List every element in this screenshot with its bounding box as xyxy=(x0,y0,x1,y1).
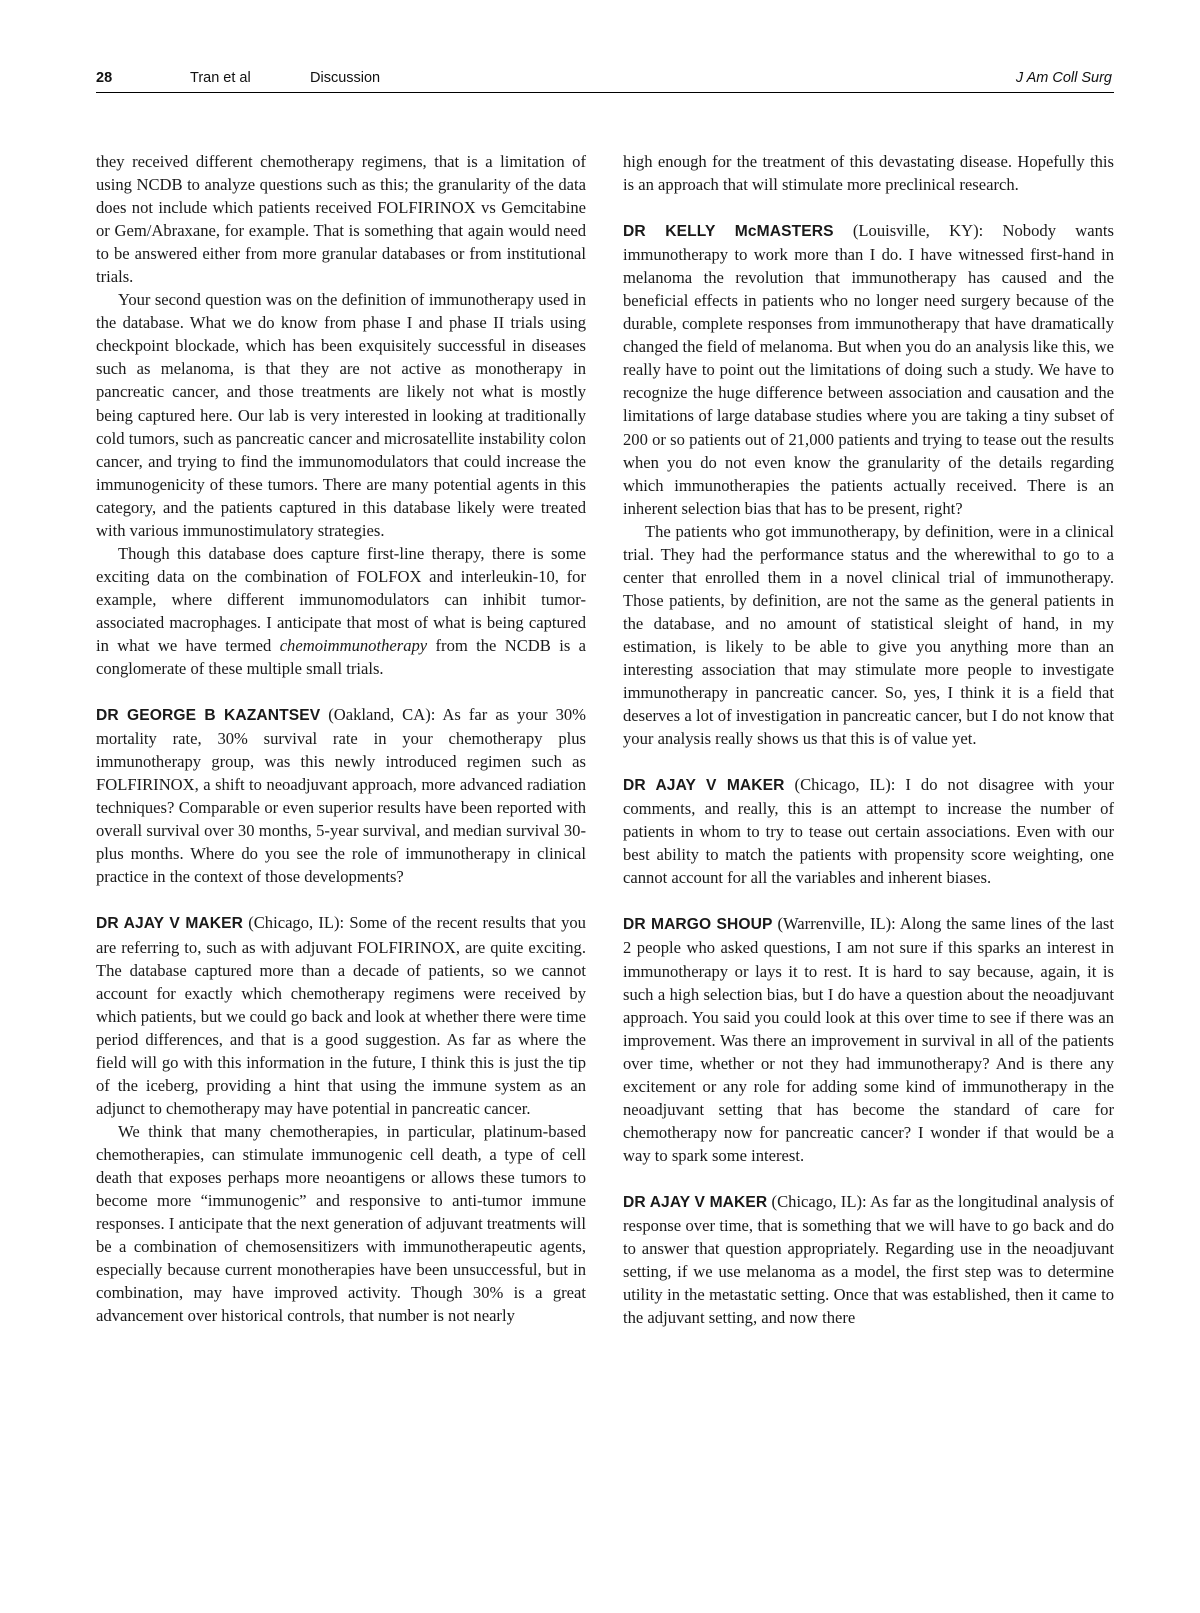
discussion-entry xyxy=(96,703,586,888)
speaker-remarks: (Chicago, IL): Some of the recent results that you are referring to, such as with adjuvant FOLFIRINOX, are quite exciting. The database captured more than a decade of patients, so we cannot account for exactly which chemotherapy regimens were received by which patients, but we could go back and look at whether there were time period differences, and that is a good suggestion. As far as where the field will go with this information in the future, I think this is just the tip of the iceberg, providing a hint that using the immune system as an adjunct to chemotherapy may have potential in pancreatic cancer. xyxy=(96,913,586,1118)
paragraph: high enough for the treatment of this devastating disease. Hopefully this is an approach that will stimulate more preclinical research. xyxy=(623,152,1114,195)
speaker-remarks: (Chicago, IL): I do not disagree with your comments, and really, this is an attempt to increase the number of patients in whom to try to tease out certain associations. Even with our best ability to match the patients with propensity score weighting, one cannot account for all the variables and inherent biases. xyxy=(623,775,1115,888)
right-column xyxy=(623,150,1114,1329)
discussion-entry xyxy=(96,911,586,1119)
running-authors: Tran et al xyxy=(190,70,251,86)
running-header xyxy=(96,68,1114,93)
speaker-remarks: (Chicago, IL): As far as the longitudinal analysis of response over time, that is something that we will have to go back and do to answer that question appropriately. Regarding use in the neoadjuvant setting, if we use melanoma as a model, the first step was to determine utility in the metastatic setting. Once that was established, then it came to the adjuvant setting, and now there xyxy=(623,1191,1115,1328)
italic-term: chemoimmunotherapy xyxy=(279,635,428,655)
speaker-name: DR AJAY V MAKER xyxy=(96,915,244,933)
page-number: 28 xyxy=(96,70,113,86)
discussion-entry xyxy=(623,1190,1114,1329)
paragraph: Your second question was on the definition of immunotherapy used in the database. What we do know from phase I and phase II trials using checkpoint blockade, which has been exquisitely successful in diseases such as melanoma, is that they are not active as monotherapy in pancreatic cancer, and those treatments are likely not what is mostly being captured here. Our lab is very interested in looking at traditionally cold tumors, such as pancreatic cancer and microsatellite instability colon cancer, and trying to find the immunomodulators that could increase the immunogenicity of these tumors. There are many potential agents in this category, and the patients captured in this database likely were treated with various immunostimulatory strategies. xyxy=(96,290,586,540)
speaker-name: DR MARGO SHOUP xyxy=(623,916,773,934)
discussion-entry xyxy=(623,219,1114,520)
paragraph-text: Though this database does capture first-line therapy, there is some exciting data on the combination of FOLFOX and interleukin-10, for example, where different immunomodulators can inhibit tumor-associated macrophages. I anticipate that most of what is being captured in what we have termed xyxy=(96,543,586,655)
paragraph: The patients who got immunotherapy, by definition, were in a clinical trial. They had the performance status and the wherewithal to go to a center that enrolled them in a novel clinical trial of immunotherapy. Those patients, by definition, are not the same as the general patients in the database, and no amount of statistical sleight of hand, in my estimation, is likely to be able to give you anything more than an interesting association that may stimulate more people to investigate immunotherapy in pancreatic cancer. So, yes, I think it is a field that deserves a lot of investigation in pancreatic cancer, but I do not know that your analysis really shows us that this is of value yet. xyxy=(623,521,1114,749)
journal-name: J Am Coll Surg xyxy=(1015,70,1112,86)
paragraph xyxy=(96,542,586,680)
running-section: Discussion xyxy=(310,70,381,86)
speaker-name: DR GEORGE B KAZANTSEV xyxy=(96,707,321,725)
speaker-remarks: (Oakland, CA): As far as your 30% mortality rate, 30% survival rate in your chemotherapy plus immunotherapy group, was this newly introduced regimen such as FOLFIRINOX, a shift to neoadjuvant approach, more advanced radiation techniques? Comparable or even superior results have been reported with overall survival over 30 months, 5-year survival, and median survival 30-plus months. Where do you see the role of immunotherapy in clinical practice in the context of those developments? xyxy=(96,705,586,887)
speaker-name: DR KELLY McMASTERS xyxy=(623,223,834,241)
discussion-entry xyxy=(623,773,1114,889)
paragraph-text: from the NCDB is a conglomerate of these multiple small trials. xyxy=(96,635,586,679)
paragraph: We think that many chemotherapies, in particular, platinum-based chemotherapies, can stimulate immunogenic cell death, a type of cell death that exposes perhaps more neoantigens or allows these tumors to become more “immunogenic” and responsive to anti-tumor immune responses. I anticipate that the next generation of adjuvant treatments will be a combination of chemosensitizers with immunotherapeutic agents, especially because current monotherapies have been unsuccessful, but in combination, may have improved activity. Though 30% is a great advancement over historical controls, that number is not nearly xyxy=(96,1121,586,1326)
speaker-name: DR AJAY V MAKER xyxy=(623,1193,768,1211)
discussion-entry xyxy=(623,912,1114,1167)
speaker-remarks: (Louisville, KY): Nobody wants immunotherapy to work more than I do. I have witnessed first-hand in melanoma the revolution that immunotherapy has caused and the beneficial effects in patients who no longer need surgery because of the durable, complete responses from immunotherapy that have dramatically changed the field of melanoma. But when you do an analysis like this, we really have to point out the limitations of doing such a study. We have to recognize the huge difference between association and causation and the limitations of large database studies where you are taking a tiny subset of 200 or so patients out of 21,000 patients and trying to tease out the results when you do not even know the granularity of the details regarding which immunotherapies the patients actually received. There is an inherent selection bias that has to be present, right? xyxy=(623,221,1114,518)
left-column xyxy=(96,150,586,1327)
speaker-name: DR AJAY V MAKER xyxy=(623,777,785,795)
paragraph: they received different chemotherapy regimens, that is a limitation of using NCDB to analyze questions such as this; the granularity of the data does not include which patients received FOLFIRINOX vs Gemcitabine or Gem/Abraxane, for example. That is something that again would need to be answered either from more granular databases or from institutional trials. xyxy=(96,152,586,287)
speaker-remarks: (Warrenville, IL): Along the same lines of the last 2 people who asked questions, I am not sure if this sparks an interest in immunotherapy or lays it to rest. It is hard to say because, again, it is such a high selection bias, but I do have a question about the neoadjuvant approach. You said you could look at this over time to see if there was an improvement. Was there an improvement in survival in all of the patients over time, whether or not they had immunotherapy? And is there any excitement or any role for adding some kind of immunotherapy in the neoadjuvant setting that has become the standard of care for chemotherapy now for pancreatic cancer? I wonder if that would be a way to spark some interest. xyxy=(623,914,1114,1165)
